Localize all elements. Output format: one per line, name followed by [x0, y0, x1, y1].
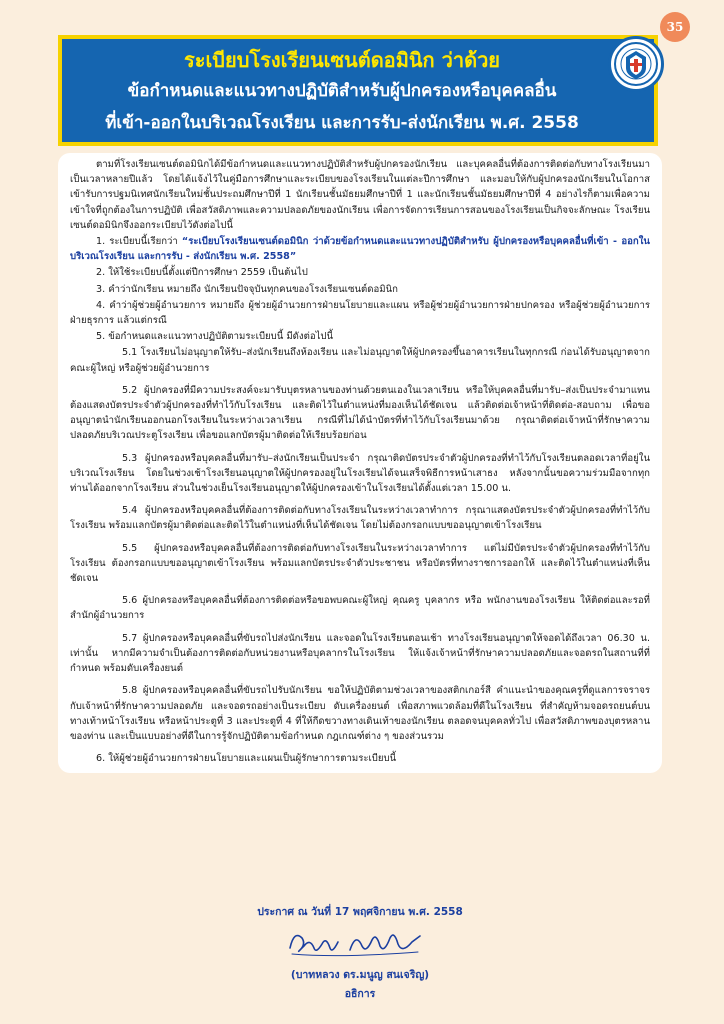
- clause-3: 3. คำว่านักเรียน หมายถึง นักเรียนปัจจุบันทุกคนของโรงเรียนเซนต์ดอมินิก: [96, 283, 398, 295]
- signatory-name: (บาทหลวง ดร.มนูญ สนเจริญ): [290, 969, 430, 981]
- regulation-name-quote: “ระเบียบโรงเรียนเซนต์ดอมินิก ว่าด้วยข้อกำหนดและแนวทางปฏิบัติสำหรับ ผู้ปกครองหรือบุคคลอื่นที่เข้า - ออกในบริเวณโรงเรียน และการรับ - ส่งนักเรียน พ.ศ. 2558”: [70, 236, 650, 263]
- document-subtitle-line1: ข้อกำหนดและแนวทางปฏิบัติสำหรับผู้ปกครองหรือบุคคลอื่น: [127, 81, 557, 101]
- clause-1: [70, 234, 650, 264]
- school-crest-icon: [608, 36, 664, 92]
- announcement-date: ประกาศ ณ วันที่ 17 พฤศจิกายน พ.ศ. 2558: [257, 906, 463, 918]
- clause-5-5: 5.5 ผู้ปกครองหรือบุคคลอื่นที่ต้องการติดต่อกับทางโรงเรียนในระหว่างเวลาทำการ แต่ไม่มีบัตรประจำตัวผู้ปกครองที่ทำไว้กับโรงเรียน ต้องกรอกแบบขออนุญาตเข้าโรงเรียน พร้อมแลกบัตรประจำตัวประชาชน หรือบัตรที่ทางราชการออกให้ และติดไว้ในตำแหน่งที่เห็นชัดเจน: [70, 542, 650, 585]
- header-banner: [58, 35, 658, 146]
- clause-5-4: 5.4 ผู้ปกครองหรือบุคคลอื่นที่ต้องการติดต่อกับทางโรงเรียนในระหว่างเวลาทำการ กรุณาแสดงบัตรประจำตัวผู้ปกครองที่ทำไว้กับโรงเรียน พร้อมแลกบัตรผู้มาติดต่อและติดไว้ในตำแหน่งที่เห็นได้ชัดเจน โดยไม่ต้องกรอกแบบขออนุญาตเข้าโรงเรียน: [70, 505, 650, 532]
- clause-5-3: 5.3 ผู้ปกครองหรือบุคคลอื่นที่มารับ–ส่งนักเรียนเป็นประจำ กรุณาติดบัตรประจำตัวผู้ปกครองที่ทำไว้กับโรงเรียนตลอดเวลาที่อยู่ในบริเวณโรงเรียน โดยในช่วงเช้าโรงเรียนอนุญาตให้ผู้ปกครองอยู่ในโรงเรียนได้จนเสร็จพิธีการหน้าเสาธง หลังจากนั้นขอความร่วมมือจากทุกท่านได้ออกจากโรงเรียน ส่วนในช่วงเย็นโรงเรียนอนุญาตให้ผู้ปกครองเข้าในโรงเรียนได้ตั้งแต่เวลา 15.00 น.: [70, 452, 650, 495]
- clause-5: 5. ข้อกำหนดและแนวทางปฏิบัติตามระเบียบนี้ มีดังต่อไปนี้: [96, 331, 334, 343]
- signatory-role: อธิการ: [344, 988, 376, 1000]
- clause-2: 2. ให้ใช้ระเบียบนี้ตั้งแต่ปีการศึกษา 2559 เป็นต้นไป: [96, 267, 308, 279]
- intro-paragraph: ตามที่โรงเรียนเซนต์ดอมินิกได้มีข้อกำหนดและแนวทางปฏิบัติสำหรับผู้ปกครองนักเรียน และบุคคลอื่นที่ต้องการติดต่อกับทางโรงเรียนมาเป็นเวลาหลายปีแล้ว โดยได้แจ้งไว้ในคู่มือการศึกษาและระเบียบของโรงเรียนในแต่ละปีการศึกษา และมอบให้กับผู้ปกครองนักเรียนในโอกาสเข้ารับการปฐมนิเทศนักเรียนใหม่ชั้นประถมศึกษาปีที่ 1 นักเรียนชั้นมัธยมศึกษาปีที่ 1 และนักเรียนชั้นมัธยมศึกษาปีที่ 4 อย่างไรก็ตามเพื่อความเข้าใจที่ถูกต้องในการปฏิบัติ เพื่อสวัสดิภาพและความปลอดภัยของนักเรียน เพื่อการจัดการเรียนการสอนของโรงเรียนเป็นกิจจะลักษณะ โรงเรียนเซนต์ดอมินิกจึงออกระเบียบไว้ดังต่อไปนี้: [70, 159, 650, 231]
- handwritten-signature-icon: [280, 924, 430, 960]
- clause-1-prefix: 1. ระเบียบนี้เรียกว่า: [96, 236, 178, 248]
- clause-5-7: 5.7 ผู้ปกครองหรือบุคคลอื่นที่ขับรถไปส่งนักเรียน และจอดในโรงเรียนตอนเช้า ทางโรงเรียนอนุญาตให้จอดได้ถึงเวลา 06.30 น. เท่านั้น หากมีความจำเป็นต้องการติดต่อกับหน่วยงานหรือบุคลากรในโรงเรียน ให้แจ้งเจ้าหน้าที่รักษาความปลอดภัยและจอดรถในสถานที่ที่กำหนด พร้อมดับเครื่องยนต์: [70, 632, 650, 675]
- regulation-body: [58, 153, 662, 773]
- clause-4: 4. คำว่าผู้ช่วยผู้อำนวยการ หมายถึง ผู้ช่วยผู้อำนวยการฝ่ายนโยบายและแผน หรือผู้ช่วยผู้อำนวยการฝ่ายปกครอง หรือผู้ช่วยผู้อำนวยการฝ่ายธุรการ แล้วแต่กรณี: [70, 299, 650, 327]
- clause-6: 6. ให้ผู้ช่วยผู้อำนวยการฝ่ายนโยบายและแผนเป็นผู้รักษาการตามระเบียบนี้: [96, 753, 397, 765]
- page-number-badge: 35: [660, 12, 690, 42]
- clause-5-6: 5.6 ผู้ปกครองหรือบุคคลอื่นที่ต้องการติดต่อหรือขอพบคณะผู้ใหญ่ คุณครู บุคลากร หรือ พนักงานของโรงเรียน ให้ติดต่อและรอที่สำนักผู้อำนวยการ: [70, 595, 650, 622]
- clause-5-1: 5.1 โรงเรียนไม่อนุญาตให้รับ–ส่งนักเรียนถึงห้องเรียน และไม่อนุญาตให้ผู้ปกครองขึ้นอาคารเรียนในทุกกรณี ก่อนได้รับอนุญาตจากคณะผู้ใหญ่ หรือผู้ช่วยผู้อำนวยการ: [70, 347, 650, 374]
- document-subtitle-line2: ที่เข้า-ออกในบริเวณโรงเรียน และการรับ-ส่งนักเรียน พ.ศ. 2558: [105, 113, 579, 133]
- clause-5-8: 5.8 ผู้ปกครองหรือบุคคลอื่นที่ขับรถไปรับนักเรียน ขอให้ปฏิบัติตามช่วงเวลาของสติกเกอร์สี คำแนะนำของคุณครูที่ดูแลการจราจร กับเจ้าหน้าที่รักษาความปลอดภัย และจอดรถอย่างเป็นระเบียบ ดับเครื่องยนต์ เพื่อสภาพแวดล้อมที่ดีในโรงเรียน ที่สำคัญห้ามจอดรถยนต์บนทางเท้าหน้าโรงเรียน หรือหน้าประตูที่ 3 และประตูที่ 4 ที่ให้กีดขวางทางเดินเท้าของนักเรียน ตลอดจนบุคคลทั่วไป เพื่อสวัสดิภาพของบุตรหลานของท่าน และเป็นแบบอย่างที่ดีในการรู้จักปฏิบัติตามข้อกำหนด กฎเกณฑ์ต่าง ๆ ของส่วนรวม: [70, 685, 650, 742]
- document-title: ระเบียบโรงเรียนเซนต์ดอมินิก ว่าด้วย: [183, 48, 501, 72]
- clause-5-2: 5.2 ผู้ปกครองที่มีความประสงค์จะมารับบุตรหลานของท่านด้วยตนเองในเวลาเรียน หรือให้บุคคลอื่นที่มารับ–ส่งเป็นประจำมาแทน ต้องแสดงบัตรประจำตัวผู้ปกครองที่ทำไว้กับโรงเรียน และติดไว้ในตำแหน่งที่มองเห็นได้ชัดเจน แล้วติดต่อเจ้าหน้าที่ติดต่อ-สอบถาม เพื่อขออนุญาตนำนักเรียนออกนอกโรงเรียนในระหว่างเวลาเรียน กรณีที่ไม่ได้นำบัตรที่ทำไว้กับโรงเรียนมาด้วย กรุณาติดต่อเจ้าหน้าที่รักษาความปลอดภัยบริเวณประตูโรงเรียน เพื่อขอแลกบัตรผู้มาติดต่อให้เรียบร้อยก่อน: [70, 384, 650, 442]
